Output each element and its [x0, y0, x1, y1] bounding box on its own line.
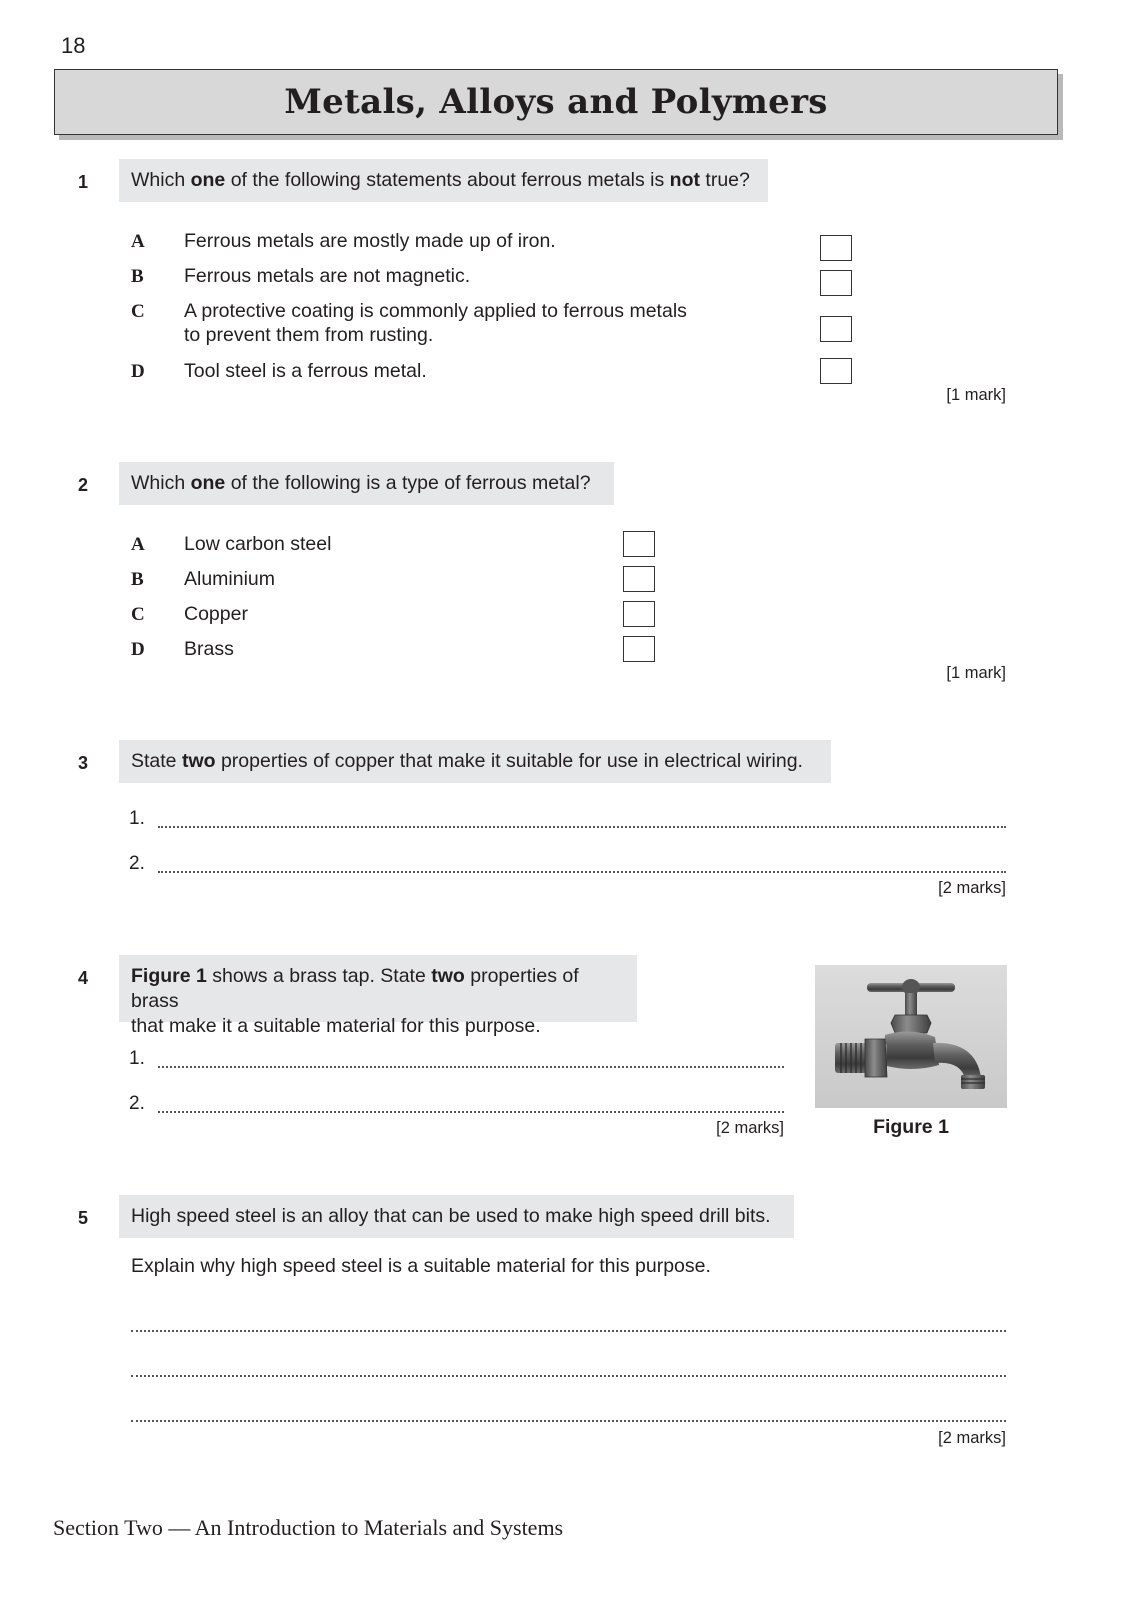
q2-option-b-letter: B	[131, 569, 144, 590]
q2-option-a-checkbox[interactable]	[623, 531, 655, 557]
page-number: 18	[61, 33, 86, 58]
q5-answer-line-2[interactable]	[131, 1375, 1006, 1377]
q3-marks: [2 marks]	[938, 879, 1006, 897]
q2-option-c-checkbox[interactable]	[623, 601, 655, 627]
q2-option-c-text: Copper	[184, 603, 248, 625]
question-2-number: 2	[78, 475, 89, 495]
figure-1-caption: Figure 1	[873, 1116, 949, 1138]
question-3-number: 3	[78, 753, 89, 773]
question-3-prompt: State two properties of copper that make it suitable for use in electrical wiring.	[119, 740, 831, 783]
q1-option-c-checkbox[interactable]	[820, 316, 852, 342]
question-1-prompt: Which one of the following statements about ferrous metals is not true?	[119, 159, 768, 202]
question-5-number: 5	[78, 1208, 89, 1228]
q1-option-d-checkbox[interactable]	[820, 358, 852, 384]
q2-option-d-checkbox[interactable]	[623, 636, 655, 662]
q1-option-b-text: Ferrous metals are not magnetic.	[184, 265, 471, 287]
question-1-number: 1	[78, 172, 89, 192]
q1-option-a-text: Ferrous metals are mostly made up of iron.	[184, 230, 556, 252]
title-banner	[54, 69, 1058, 135]
q1-option-b-checkbox[interactable]	[820, 270, 852, 296]
q2-option-b-checkbox[interactable]	[623, 566, 655, 592]
q2-option-d-text: Brass	[184, 638, 234, 660]
question-4-number: 4	[78, 968, 89, 988]
q2-option-d-letter: D	[131, 639, 145, 660]
q1-option-a-letter: A	[131, 231, 145, 252]
q2-marks: [1 mark]	[946, 664, 1006, 682]
section-footer: Section Two — An Introduction to Materials and Systems	[53, 1515, 564, 1540]
question-2-prompt: Which one of the following is a type of ferrous metal?	[119, 462, 614, 505]
q5-answer-line-3[interactable]	[131, 1420, 1006, 1422]
q3-answer-1-line[interactable]	[158, 826, 1006, 828]
q1-option-a-checkbox[interactable]	[820, 235, 852, 261]
q4-answer-1-number: 1.	[129, 1048, 145, 1069]
q1-option-d-letter: D	[131, 361, 145, 382]
q1-option-d-text: Tool steel is a ferrous metal.	[184, 360, 427, 382]
q1-marks: [1 mark]	[946, 386, 1006, 404]
q5-marks: [2 marks]	[938, 1429, 1006, 1447]
q1-option-c-text-line2: to prevent them from rusting.	[184, 324, 434, 346]
q2-option-a-letter: A	[131, 534, 145, 555]
q1-option-c-text-line1: A protective coating is commonly applied to ferrous metals	[184, 300, 687, 322]
question-5-prompt: High speed steel is an alloy that can be used to make high speed drill bits.	[119, 1195, 794, 1238]
figure-1-tap-photo	[815, 965, 1007, 1108]
q3-answer-2-line[interactable]	[158, 871, 1006, 873]
q2-option-a-text: Low carbon steel	[184, 533, 332, 555]
q4-answer-2-line[interactable]	[158, 1111, 784, 1113]
question-4-prompt: Figure 1 shows a brass tap. State two properties of brass that make it a suitable material for this purpose.	[119, 955, 637, 1022]
q4-answer-2-number: 2.	[129, 1093, 145, 1114]
q2-option-c-letter: C	[131, 604, 145, 625]
page-title: Metals, Alloys and Polymers	[284, 82, 828, 122]
q5-answer-line-1[interactable]	[131, 1330, 1006, 1332]
q3-answer-2-number: 2.	[129, 853, 145, 874]
q2-option-b-text: Aluminium	[184, 568, 276, 590]
q3-answer-1-number: 1.	[129, 808, 145, 829]
q5-instruction: Explain why high speed steel is a suitable material for this purpose.	[131, 1255, 711, 1277]
q4-answer-1-line[interactable]	[158, 1066, 784, 1068]
q1-option-b-letter: B	[131, 266, 144, 287]
q4-marks: [2 marks]	[716, 1119, 784, 1137]
q1-option-c-letter: C	[131, 301, 145, 322]
